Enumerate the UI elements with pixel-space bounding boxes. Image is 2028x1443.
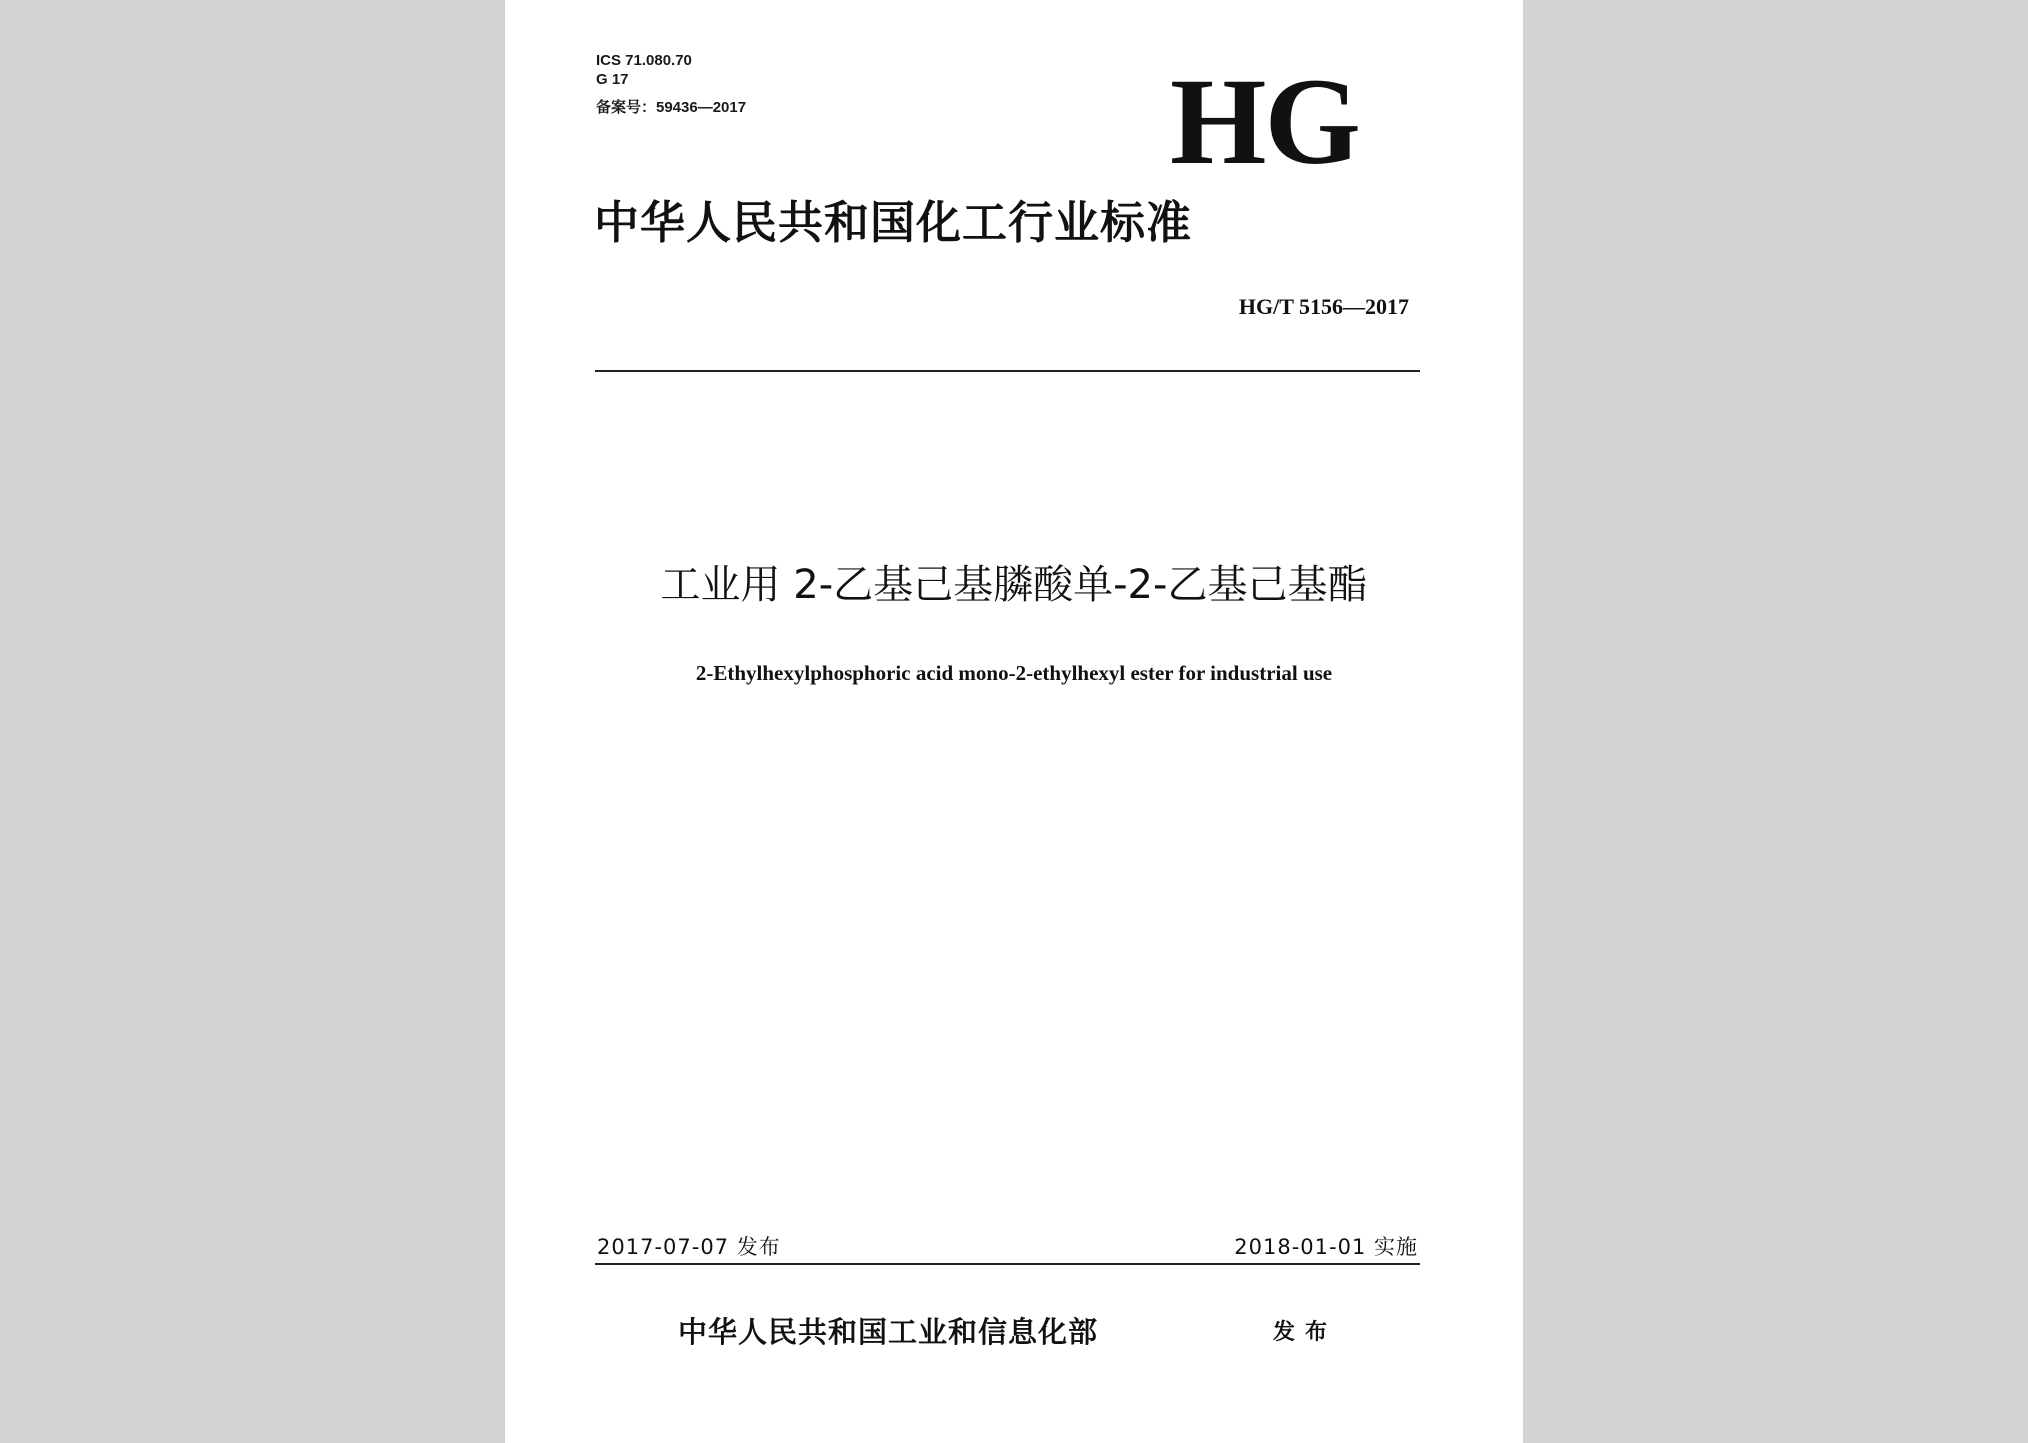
issue-date: 2017-07-07 发布 xyxy=(597,1235,781,1259)
ics-code: ICS 71.080.70 xyxy=(596,52,692,69)
record-number: 备案号：59436—2017 xyxy=(596,99,747,116)
document-page xyxy=(505,0,1523,1443)
implementation-date: 2018-01-01 实施 xyxy=(1234,1235,1418,1259)
standard-type-title: 中华人民共和国化工行业标准 xyxy=(594,196,1193,249)
standard-code: HG/T 5156—2017 xyxy=(1238,294,1409,319)
bottom-divider xyxy=(595,1263,1420,1265)
hg-logo: HG xyxy=(1170,53,1359,190)
publisher-name: 中华人民共和国工业和信息化部 xyxy=(678,1315,1099,1349)
document-title-english: 2-Ethylhexylphosphoric acid mono-2-ethylhexyl ester for industrial use xyxy=(695,661,1333,685)
publisher-suffix: 发布 xyxy=(1273,1320,1338,1345)
classification-code: G 17 xyxy=(596,71,629,88)
document-title-chinese: 工业用 2-乙基己基膦酸单-2-乙基己基酯 xyxy=(660,562,1368,608)
top-divider xyxy=(595,370,1420,372)
